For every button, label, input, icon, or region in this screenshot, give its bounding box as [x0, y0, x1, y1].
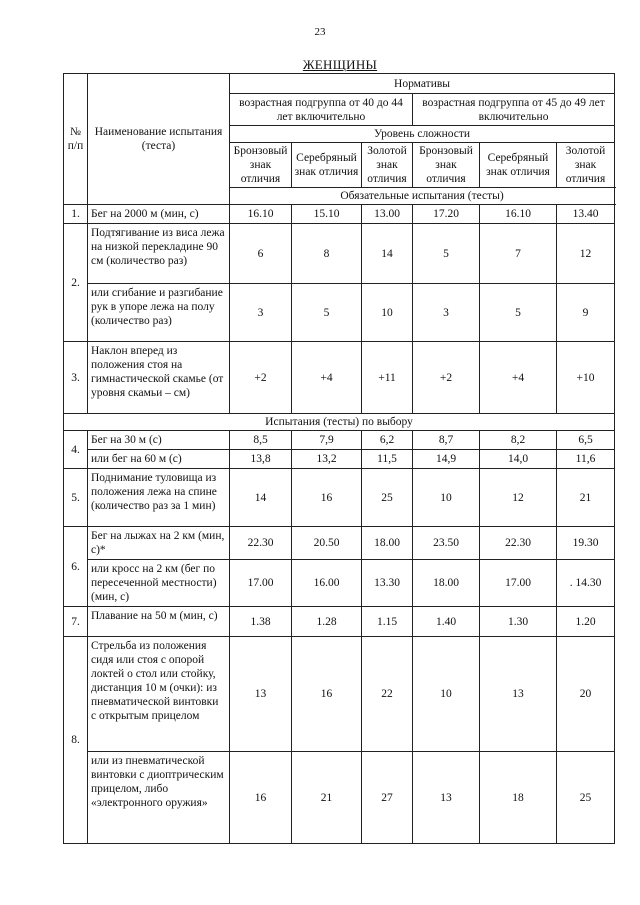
norm-value: 1.28 — [292, 607, 362, 637]
norm-value: 8 — [292, 224, 362, 284]
norm-value: 10 — [362, 284, 413, 342]
norm-value: 6,5 — [557, 431, 615, 450]
norm-value: 6,2 — [362, 431, 413, 450]
norm-value: +10 — [557, 342, 615, 414]
norm-value: 16.10 — [480, 205, 557, 224]
table-row — [64, 450, 615, 469]
norm-value: 18.00 — [413, 560, 480, 607]
norm-value: 16 — [292, 637, 362, 752]
norm-value: 20 — [557, 637, 615, 752]
norm-value: +2 — [413, 342, 480, 414]
norm-value: 19.30 — [557, 527, 615, 560]
test-name: или сгибание и разгибание рук в упоре лежа на полу (количество раз) — [88, 284, 230, 342]
norm-value: 1.38 — [230, 607, 292, 637]
norm-value: +11 — [362, 342, 413, 414]
norm-value: 6 — [230, 224, 292, 284]
table-row — [64, 560, 615, 607]
test-name: Наклон вперед из положения стоя на гимнастической скамье (от уровня скамьи – см) — [88, 342, 230, 414]
header-norms: Нормативы — [230, 74, 615, 94]
norms-table — [63, 73, 615, 844]
table-row — [64, 342, 615, 414]
norm-value: 5 — [292, 284, 362, 342]
norm-value: 13 — [230, 637, 292, 752]
table-row — [64, 607, 615, 637]
norm-value: 16 — [292, 469, 362, 527]
norm-value: +4 — [480, 342, 557, 414]
norm-value: 13.30 — [362, 560, 413, 607]
header-level: Бронзовый знак отличия — [413, 143, 480, 188]
norm-value: 10 — [413, 469, 480, 527]
norm-value: 16.00 — [292, 560, 362, 607]
norm-value: 17.00 — [480, 560, 557, 607]
norm-value: 5 — [480, 284, 557, 342]
table-row — [64, 527, 615, 560]
header-level: Золотой знак отличия — [557, 143, 615, 188]
header-subgroup-40-44: возрастная подгруппа от 40 до 44 лет включительно — [230, 94, 413, 126]
norm-value: 1.20 — [557, 607, 615, 637]
row-number: 5. — [64, 469, 88, 527]
norm-value: 16.10 — [230, 205, 292, 224]
table-row — [64, 637, 615, 752]
norm-value: 11,6 — [557, 450, 615, 469]
norm-value: 11,5 — [362, 450, 413, 469]
row-number: 3. — [64, 342, 88, 414]
norm-value: 21 — [292, 752, 362, 844]
header-number: № п/п — [64, 74, 88, 205]
norm-value: 8,5 — [230, 431, 292, 450]
norm-value: 8,7 — [413, 431, 480, 450]
row-number: 7. — [64, 607, 88, 637]
norm-value: 13,2 — [292, 450, 362, 469]
row-number: 1. — [64, 205, 88, 224]
test-name: Подтягивание из виса лежа на низкой перекладине 90 см (количество раз) — [88, 224, 230, 284]
norm-value: 14 — [230, 469, 292, 527]
norm-value: 7,9 — [292, 431, 362, 450]
norm-value: 22.30 — [230, 527, 292, 560]
table-row — [64, 284, 615, 342]
table-row — [64, 205, 615, 224]
norm-value: 1.40 — [413, 607, 480, 637]
norm-value: 27 — [362, 752, 413, 844]
norm-value: 14 — [362, 224, 413, 284]
test-name: Бег на лыжах на 2 км (мин, с)* — [88, 527, 230, 560]
norm-value: 13.40 — [557, 205, 615, 224]
row-number: 2. — [64, 224, 88, 342]
header-level: Бронзовый знак отличия — [230, 143, 292, 188]
norm-value: +2 — [230, 342, 292, 414]
norm-value: 12 — [480, 469, 557, 527]
test-name: Поднимание туловища из положения лежа на спине (количество раз за 1 мин) — [88, 469, 230, 527]
norm-value: 3 — [413, 284, 480, 342]
header-level: Золотой знак отличия — [362, 143, 413, 188]
norm-value: 13.00 — [362, 205, 413, 224]
header-test-name: Наименование испытания (теста) — [88, 74, 230, 205]
norm-value: . 14.30 — [557, 560, 615, 607]
norm-value: 7 — [480, 224, 557, 284]
row-number: 8. — [64, 637, 88, 844]
section-mandatory: Обязательные испытания (тесты) — [230, 188, 615, 205]
norm-value: 12 — [557, 224, 615, 284]
norm-value: 3 — [230, 284, 292, 342]
norm-value: 22 — [362, 637, 413, 752]
norm-value: 14,9 — [413, 450, 480, 469]
test-name: Плавание на 50 м (мин, с) — [88, 607, 230, 637]
norm-value: 17.00 — [230, 560, 292, 607]
norm-value: 23.50 — [413, 527, 480, 560]
table-row — [64, 224, 615, 284]
norm-value: 13 — [413, 752, 480, 844]
header-level: Серебряный знак отличия — [292, 143, 362, 188]
norm-value: 1.15 — [362, 607, 413, 637]
norm-value: 9 — [557, 284, 615, 342]
norm-value: +4 — [292, 342, 362, 414]
norm-value: 18 — [480, 752, 557, 844]
test-name: или бег на 60 м (с) — [88, 450, 230, 469]
header-level: Серебряный знак отличия — [480, 143, 557, 188]
section-optional: Испытания (тесты) по выбору — [64, 414, 615, 431]
norm-value: 15.10 — [292, 205, 362, 224]
table-row — [64, 431, 615, 450]
norm-value: 25 — [362, 469, 413, 527]
norm-value: 1.30 — [480, 607, 557, 637]
norm-value: 16 — [230, 752, 292, 844]
test-name: Бег на 30 м (с) — [88, 431, 230, 450]
norm-value: 13 — [480, 637, 557, 752]
test-name: Стрельба из положения сидя или стоя с опорой локтей о стол или стойку, дистанция 10 м (очки): из пневматической винтовки с открытым прицелом — [88, 637, 230, 752]
norm-value: 8,2 — [480, 431, 557, 450]
header-subgroup-45-49: возрастная подгруппа от 45 до 49 лет включительно — [413, 94, 615, 126]
table-row — [64, 469, 615, 527]
norm-value: 5 — [413, 224, 480, 284]
document-title: ЖЕНЩИНЫ — [302, 57, 378, 72]
test-name: или из пневматической винтовки с диоптрическим прицелом, либо «электронного оружия» — [88, 752, 230, 844]
norm-value: 21 — [557, 469, 615, 527]
norm-value: 20.50 — [292, 527, 362, 560]
norm-value: 10 — [413, 637, 480, 752]
table-row — [64, 752, 615, 844]
test-name: или кросс на 2 км (бег по пересеченной местности) (мин, с) — [88, 560, 230, 607]
test-name: Бег на 2000 м (мин, с) — [88, 205, 230, 224]
norm-value: 25 — [557, 752, 615, 844]
row-number: 6. — [64, 527, 88, 607]
norm-value: 14,0 — [480, 450, 557, 469]
row-number: 4. — [64, 431, 88, 469]
norm-value: 13,8 — [230, 450, 292, 469]
page-number: 23 — [314, 26, 326, 38]
norm-value: 22.30 — [480, 527, 557, 560]
norm-value: 17.20 — [413, 205, 480, 224]
header-difficulty: Уровень сложности — [230, 126, 615, 143]
norm-value: 18.00 — [362, 527, 413, 560]
